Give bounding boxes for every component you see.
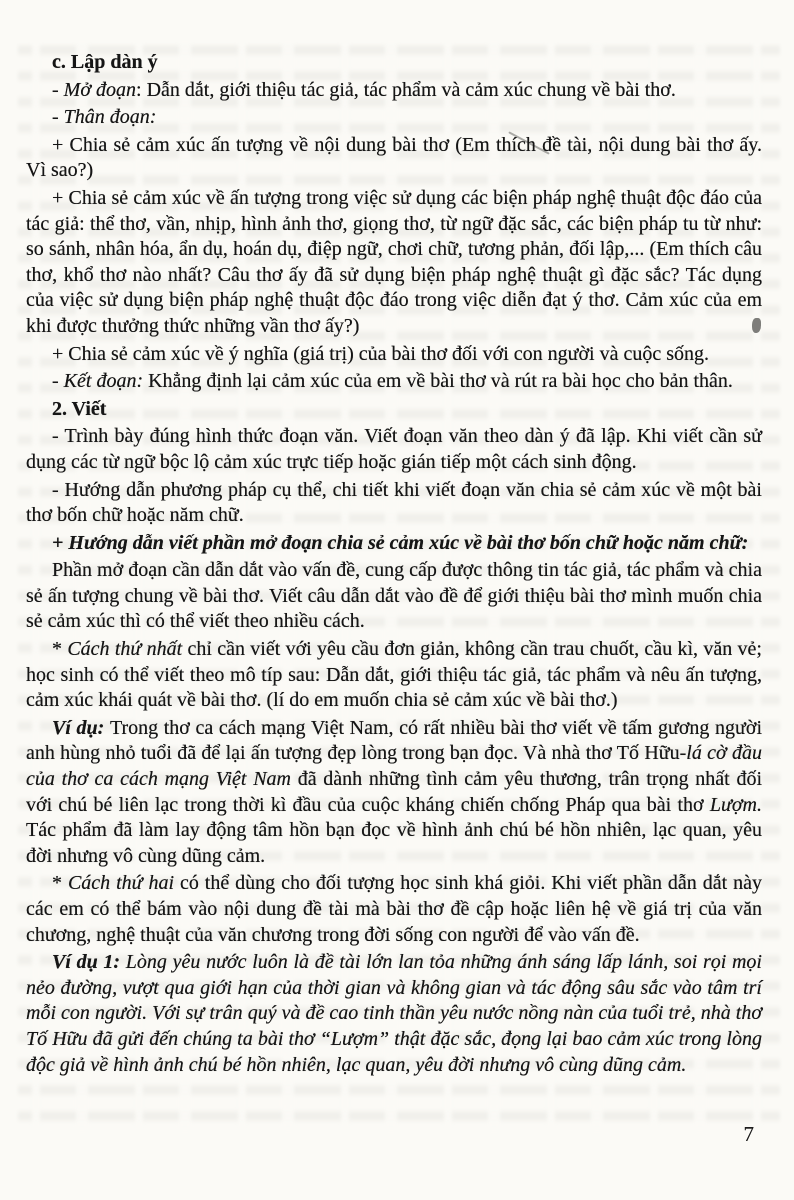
text-run: Khẳng định lại cảm xúc của em về bài thơ và rút ra bài học cho bản thân. (143, 370, 733, 393)
text-run: - (52, 78, 64, 101)
text-run: Trong thơ ca cách mạng Việt Nam, có rất nhiều bài thơ viết về tấm gương người anh hùng nhỏ tuổi đã để lại ấn tượng đẹp lòng trong bạn đọc. Và nhà thơ Tố Hữu- (26, 716, 762, 765)
text-run: lá cờ đầu của thơ ca cách mạng Việt Nam (26, 742, 763, 791)
page-number: 7 (743, 1122, 754, 1146)
para-vi-du-1 (26, 950, 762, 1078)
text-run: Cách thứ nhất (67, 638, 183, 661)
text-run: Phần mở đoạn cần dẫn dắt vào vấn đề, cung cấp được thông tin tác giả, tác phẩm và chia sẻ ấn tượng chung về bài thơ. Viết câu dẫn dắt vào đề để giới thiệu bài thơ mình muốn chia sẻ cảm xúc thì có thể viết theo nhiều cách. (26, 559, 762, 633)
text-run: Lượm. (709, 793, 762, 816)
para-huong-dan-phuong-phap (26, 478, 762, 529)
text-run: Ví dụ 1: (52, 951, 126, 974)
text-run: 2. Viết (52, 397, 107, 420)
text-run: chỉ cần viết với yêu cầu đơn giản, không cần trau chuốt, cầu kì, văn vẻ; học sinh có thể viết theo mô típ sau: Dẫn dắt, giới thiệu tác giả, tác phẩm và nêu ấn tượng, cảm xúc khái quát về bài thơ. (lí do em muốn chia sẻ cảm xúc về bài thơ.) (26, 638, 762, 712)
text-run: - Trình bày đúng hình thức đoạn văn. Viết đoạn văn theo dàn ý đã lập. Khi viết cần sử dụng các từ ngữ bộc lộ cảm xúc trực tiếp hoặc gián tiếp một cách sinh động. (26, 425, 762, 473)
text-run: Tác phẩm đã làm lay động tâm hồn bạn đọc về hình ảnh chú bé hồn nhiên, lạc quan, yêu đời nhưng vô cùng dũng cảm. (26, 819, 762, 867)
text-run: * (52, 638, 68, 661)
text-run: đã dành những tình cảm yêu thương, trân trọng nhất đối với chú bé liên lạc trong thời kì đầu của cuộc kháng chiến chống Pháp qua bài thơ (26, 768, 763, 816)
text-run: + Hướng dẫn viết phần mở đoạn chia sẻ cảm xúc về bài thơ bốn chữ hoặc năm chữ: (52, 531, 749, 554)
text-run: Ví dụ: (52, 716, 110, 739)
text-run: : Dẫn dắt, giới thiệu tác giả, tác phẩm và cảm xúc chung về bài thơ. (136, 78, 676, 101)
para-chia-se-nghe-thuat (26, 186, 762, 340)
text-run: Kết đoạn: (63, 370, 144, 393)
heading-viet (26, 397, 762, 423)
para-cach-thu-nhat (26, 637, 762, 714)
para-than-doan (26, 105, 762, 131)
para-mo-doan (26, 78, 762, 104)
text-run: có thể dùng cho đối tượng học sinh khá giỏi. Khi viết phần dẫn dắt này các em có thể bám vào nội dung đề tài mà bài thơ đề cập hoặc liên hệ về giá trị của văn chương, nghệ thuật của văn chương trong đời sống con người để vào vấn đề. (26, 872, 762, 946)
para-chia-se-y-nghia (26, 342, 762, 368)
para-vi-du (26, 716, 762, 870)
text-run: Thân đoạn: (63, 106, 157, 129)
text-run: + Chia sẻ cảm xúc ấn tượng về nội dung bài thơ (Em thích đề tài, nội dung bài thơ ấy. Vì sao?) (26, 133, 762, 182)
para-chia-se-noi-dung (26, 133, 762, 184)
para-phan-mo-doan (26, 558, 762, 635)
text-run: + Chia sẻ cảm xúc về ý nghĩa (giá trị) của bài thơ đối với con người và cuộc sống. (52, 342, 710, 365)
text-run: * (52, 872, 68, 895)
text-run: c. Lập dàn ý (52, 51, 158, 73)
text-run: - Hướng dẫn phương pháp cụ thể, chi tiết khi viết đoạn văn chia sẻ cảm xúc về một bài thơ bốn chữ hoặc năm chữ. (26, 478, 762, 527)
text-run: - (52, 106, 64, 129)
heading-huong-dan-mo-doan (26, 531, 762, 557)
para-trinh-bay (26, 424, 762, 475)
document-body (26, 50, 762, 1078)
text-run: Mở đoạn (63, 78, 137, 101)
heading-lap-dan-y (26, 50, 762, 76)
text-run: Cách thứ hai (67, 872, 175, 895)
para-cach-thu-hai (26, 871, 762, 948)
para-ket-doan (26, 369, 762, 395)
text-run: Lòng yêu nước luôn là đề tài lớn lan tỏa những ánh sáng lấp lánh, soi rọi mọi nẻo đường, vượt qua giới hạn của thời gian và không gian và tác động sâu sắc vào tâm trí mỗi con người. Với sự trân quý và đề cao tinh thần yêu nước nồng nàn của tuổi trẻ, nhà thơ Tố Hữu đã gửi đến chúng ta bài thơ “Lượm” thật đặc sắc, đọng lại bao cảm xúc trong lòng độc giả về hình ảnh chú bé hồn nhiên, lạc quan, yêu đời nhưng vô cùng dũng cảm. (26, 951, 762, 1076)
text-run: - (52, 370, 64, 393)
text-run: + Chia sẻ cảm xúc về ấn tượng trong việc sử dụng các biện pháp nghệ thuật độc đáo của tác giả: thể thơ, vần, nhịp, hình ảnh thơ, giọng thơ, từ ngữ đặc sắc, các biện pháp tu từ như: so sánh, nhân hóa, ẩn dụ, hoán dụ, điệp ngữ, chơi chữ, tương phản, đối lập,... (Em thích câu thơ, khổ thơ nào nhất? Câu thơ ấy đã sử dụng biện pháp nghệ thuật gì đặc sắc? Tác dụng của việc sử dụng biện pháp nghệ thuật độc đáo trong việc diễn đạt ý thơ. Cảm xúc của em khi được thưởng thức những vần thơ ấy?) (26, 186, 762, 337)
